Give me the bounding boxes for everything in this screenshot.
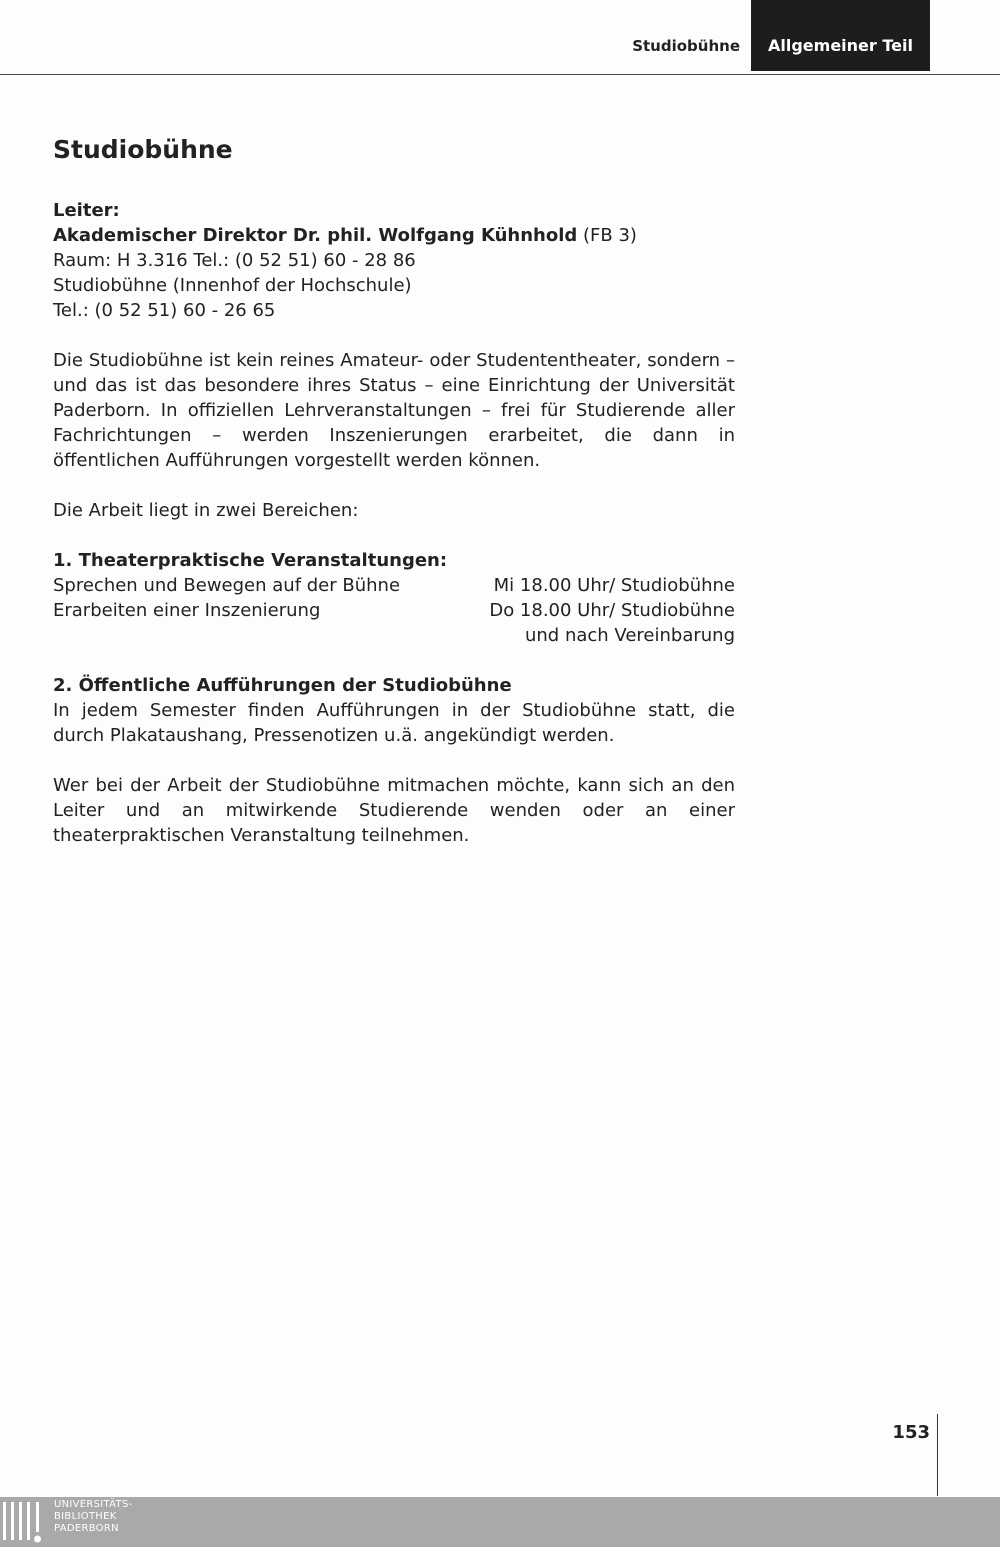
schedule-row: [53, 573, 735, 598]
closing-paragraph: Wer bei der Arbeit der Studiobühne mitmachen möchte, kann sich an den Leiter und an mitwirkende Studierende wenden oder an einer theaterpraktischen Veranstaltung teilnehmen.: [53, 775, 735, 846]
page-title: Studiobühne: [53, 135, 233, 164]
leiter-phone: Tel.: (0 52 51) 60 - 26 65: [53, 300, 276, 321]
schedule-row: [53, 598, 735, 623]
logo-line: UNIVERSITÄTS-: [54, 1499, 133, 1510]
leiter-block: [53, 198, 735, 323]
schedule-row: [53, 623, 735, 648]
schedule-course: Erarbeiten einer Inszenierung: [53, 600, 321, 621]
leiter-fb: (FB 3): [577, 225, 637, 246]
intro-paragraph: Die Studiobühne ist kein reines Amateur- oder Studententheater, sondern – und das ist das besondere ihres Status – eine Einrichtung der Universität Paderborn. In offiziellen Lehrveranstaltungen – frei für Studierende aller Fachrichtungen – werden Inszenierungen erarbeitet, die dann in öffentlichen Aufführungen vorgestellt werden können.: [53, 350, 735, 471]
page-number-rule: [937, 1414, 938, 1496]
section2-heading: 2. Öffentliche Aufführungen der Studiobühne: [53, 675, 512, 696]
areas-intro: Die Arbeit liegt in zwei Bereichen:: [53, 500, 359, 521]
section2-text: In jedem Semester finden Aufführungen in der Studiobühne statt, die durch Plakataushang, Pressenotizen u.ä. angekündigt werden.: [53, 700, 735, 746]
header-rule: [0, 74, 1000, 75]
schedule-time: Mi 18.00 Uhr/ Studiobühne: [493, 575, 735, 596]
schedule-time: und nach Vereinbarung: [524, 625, 735, 646]
running-header-section: Studiobühne: [632, 37, 740, 55]
leiter-room: Raum: H 3.316 Tel.: (0 52 51) 60 - 28 86: [53, 250, 416, 271]
leiter-label: Leiter:: [53, 200, 120, 221]
running-header-tab: Allgemeiner Teil: [751, 0, 930, 71]
library-logo-text: [54, 1499, 133, 1535]
page-content: [53, 130, 735, 873]
leiter-location: Studiobühne (Innenhof der Hochschule): [53, 275, 412, 296]
section-auffuehrungen: [53, 673, 735, 748]
schedule-course: Sprechen und Bewegen auf der Bühne: [53, 575, 401, 596]
section-theaterpraktisch: [53, 548, 735, 648]
library-footer: [0, 1497, 1000, 1547]
leiter-name-line: [53, 223, 735, 248]
library-logo-icon: [2, 1499, 48, 1545]
section1-heading: 1. Theaterpraktische Veranstaltungen:: [53, 550, 448, 571]
page-number: 153: [892, 1422, 930, 1443]
logo-line: PADERBORN: [54, 1523, 119, 1534]
leiter-name: Akademischer Direktor Dr. phil. Wolfgang Kühnhold: [53, 225, 578, 246]
logo-line: BIBLIOTHEK: [54, 1511, 117, 1522]
schedule-time: Do 18.00 Uhr/ Studiobühne: [489, 600, 735, 621]
